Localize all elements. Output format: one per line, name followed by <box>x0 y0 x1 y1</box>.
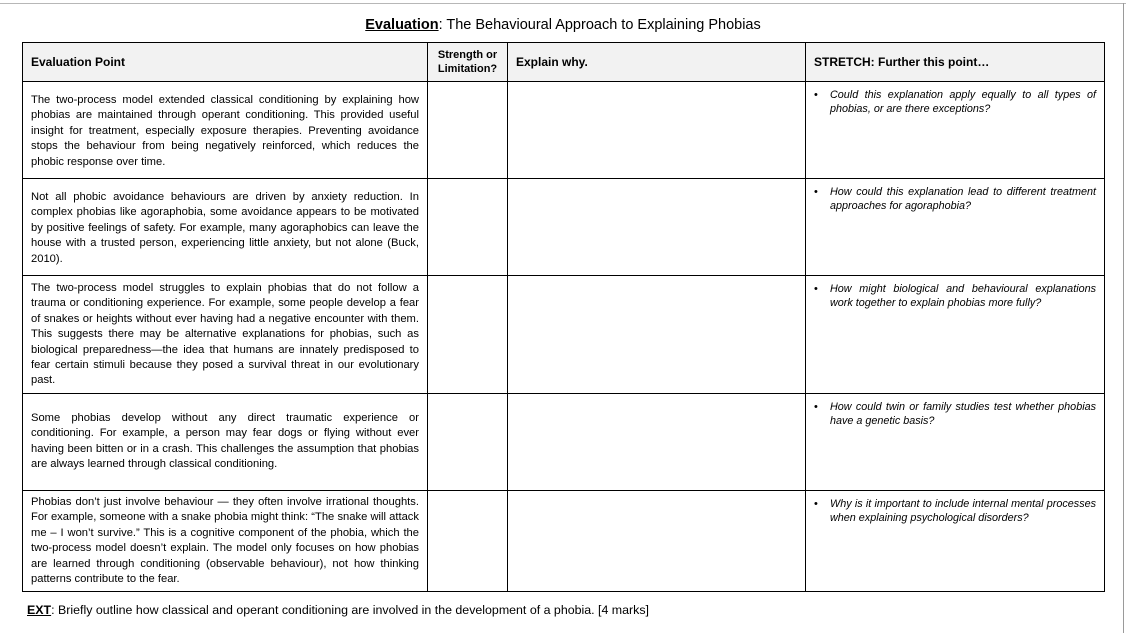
evaluation-point-cell <box>23 82 428 179</box>
strength-limitation-cell[interactable] <box>428 179 508 276</box>
evaluation-point-text: Not all phobic avoidance behaviours are driven by anxiety reduction. In complex phobias like agoraphobia, some avoidance appears to be motivated by positive feelings of safety. For example, many agoraphobics can leave the house with a trusted person, experiencing little anxiety, but not alone (Buck, 2010). <box>31 191 419 265</box>
strength-limitation-cell[interactable] <box>428 82 508 179</box>
table-row <box>23 82 1105 179</box>
strength-limitation-cell[interactable] <box>428 491 508 592</box>
stretch-cell <box>806 276 1105 394</box>
stretch-question: Why is it important to include internal mental processes when explaining psychological disorders? <box>830 498 1096 525</box>
bullet-icon: • <box>814 89 818 101</box>
strength-limitation-cell[interactable] <box>428 276 508 394</box>
table-row <box>23 276 1105 394</box>
bullet-icon: • <box>814 498 818 510</box>
explain-why-cell[interactable] <box>508 179 806 276</box>
page-title <box>22 14 1104 36</box>
table-header-row <box>23 43 1105 82</box>
page-top-border <box>0 3 1126 4</box>
evaluation-point-text: The two-process model extended classical conditioning by explaining how phobias are maintained through operant conditioning. This provided useful insight for treatment, especially exposure therapies. Preventing avoidance stops the behaviour from being negatively reinforced, which reduces the phobic response over time. <box>31 94 419 168</box>
stretch-question: How could twin or family studies test whether phobias have a genetic basis? <box>830 401 1096 428</box>
header-stretch: STRETCH: Further this point… <box>806 43 1105 82</box>
header-explain-why: Explain why. <box>508 43 806 82</box>
stretch-question: How might biological and behavioural explanations work together to explain phobias more fully? <box>830 283 1096 310</box>
bullet-icon: • <box>814 283 818 295</box>
stretch-cell <box>806 491 1105 592</box>
ext-text: : Briefly outline how classical and operant conditioning are involved in the development of a phobia. [4 marks] <box>51 603 649 617</box>
extension-task <box>27 601 1107 619</box>
table-row <box>23 491 1105 592</box>
evaluation-table <box>22 42 1105 592</box>
stretch-question: Could this explanation apply equally to all types of phobias, or are there exceptions? <box>830 89 1096 116</box>
table-row <box>23 394 1105 491</box>
stretch-cell <box>806 82 1105 179</box>
explain-why-cell[interactable] <box>508 82 806 179</box>
evaluation-point-cell <box>23 276 428 394</box>
bullet-icon: • <box>814 401 818 413</box>
stretch-cell <box>806 179 1105 276</box>
stretch-cell <box>806 394 1105 491</box>
page-right-border <box>1123 3 1124 633</box>
bullet-icon: • <box>814 186 818 198</box>
evaluation-point-text: Some phobias develop without any direct traumatic experience or conditioning. For example, a person may fear dogs or flying without ever having been bitten or in a crash. This challenges the assumption that phobias are always learned through classical conditioning. <box>31 412 419 471</box>
explain-why-cell[interactable] <box>508 394 806 491</box>
evaluation-point-cell <box>23 394 428 491</box>
table-row <box>23 179 1105 276</box>
evaluation-point-text: The two-process model struggles to explain phobias that do not follow a trauma or conditioning experience. For example, some people develop a fear of snakes or heights without ever having had a negative encounter with them. This suggests there may be alternative explanations for phobias, such as biological preparedness—the idea that humans are innately predisposed to fear certain stimuli because they posed a survival threat in our evolutionary past. <box>31 282 419 387</box>
evaluation-point-cell <box>23 491 428 592</box>
explain-why-cell[interactable] <box>508 491 806 592</box>
evaluation-point-text: Phobias don’t just involve behaviour — they often involve irrational thoughts. For example, someone with a snake phobia might think: “The snake will attack me – I won’t survive.” This is a cognitive component of the phobia, which the two-process model doesn’t explain. The model only focuses on how phobias are learned through conditioning (observable behaviour), not how thinking patterns contribute to the fear. <box>31 496 419 586</box>
strength-limitation-cell[interactable] <box>428 394 508 491</box>
evaluation-point-cell <box>23 179 428 276</box>
ext-label: EXT <box>27 603 52 617</box>
header-strength-limitation: Strength or Limitation? <box>428 43 508 82</box>
explain-why-cell[interactable] <box>508 276 806 394</box>
title-rest: : The Behavioural Approach to Explaining Phobias <box>438 17 761 33</box>
stretch-question: How could this explanation lead to different treatment approaches for agoraphobia? <box>830 186 1096 213</box>
header-evaluation-point: Evaluation Point <box>23 43 428 82</box>
title-bold: Evaluation <box>365 17 439 33</box>
